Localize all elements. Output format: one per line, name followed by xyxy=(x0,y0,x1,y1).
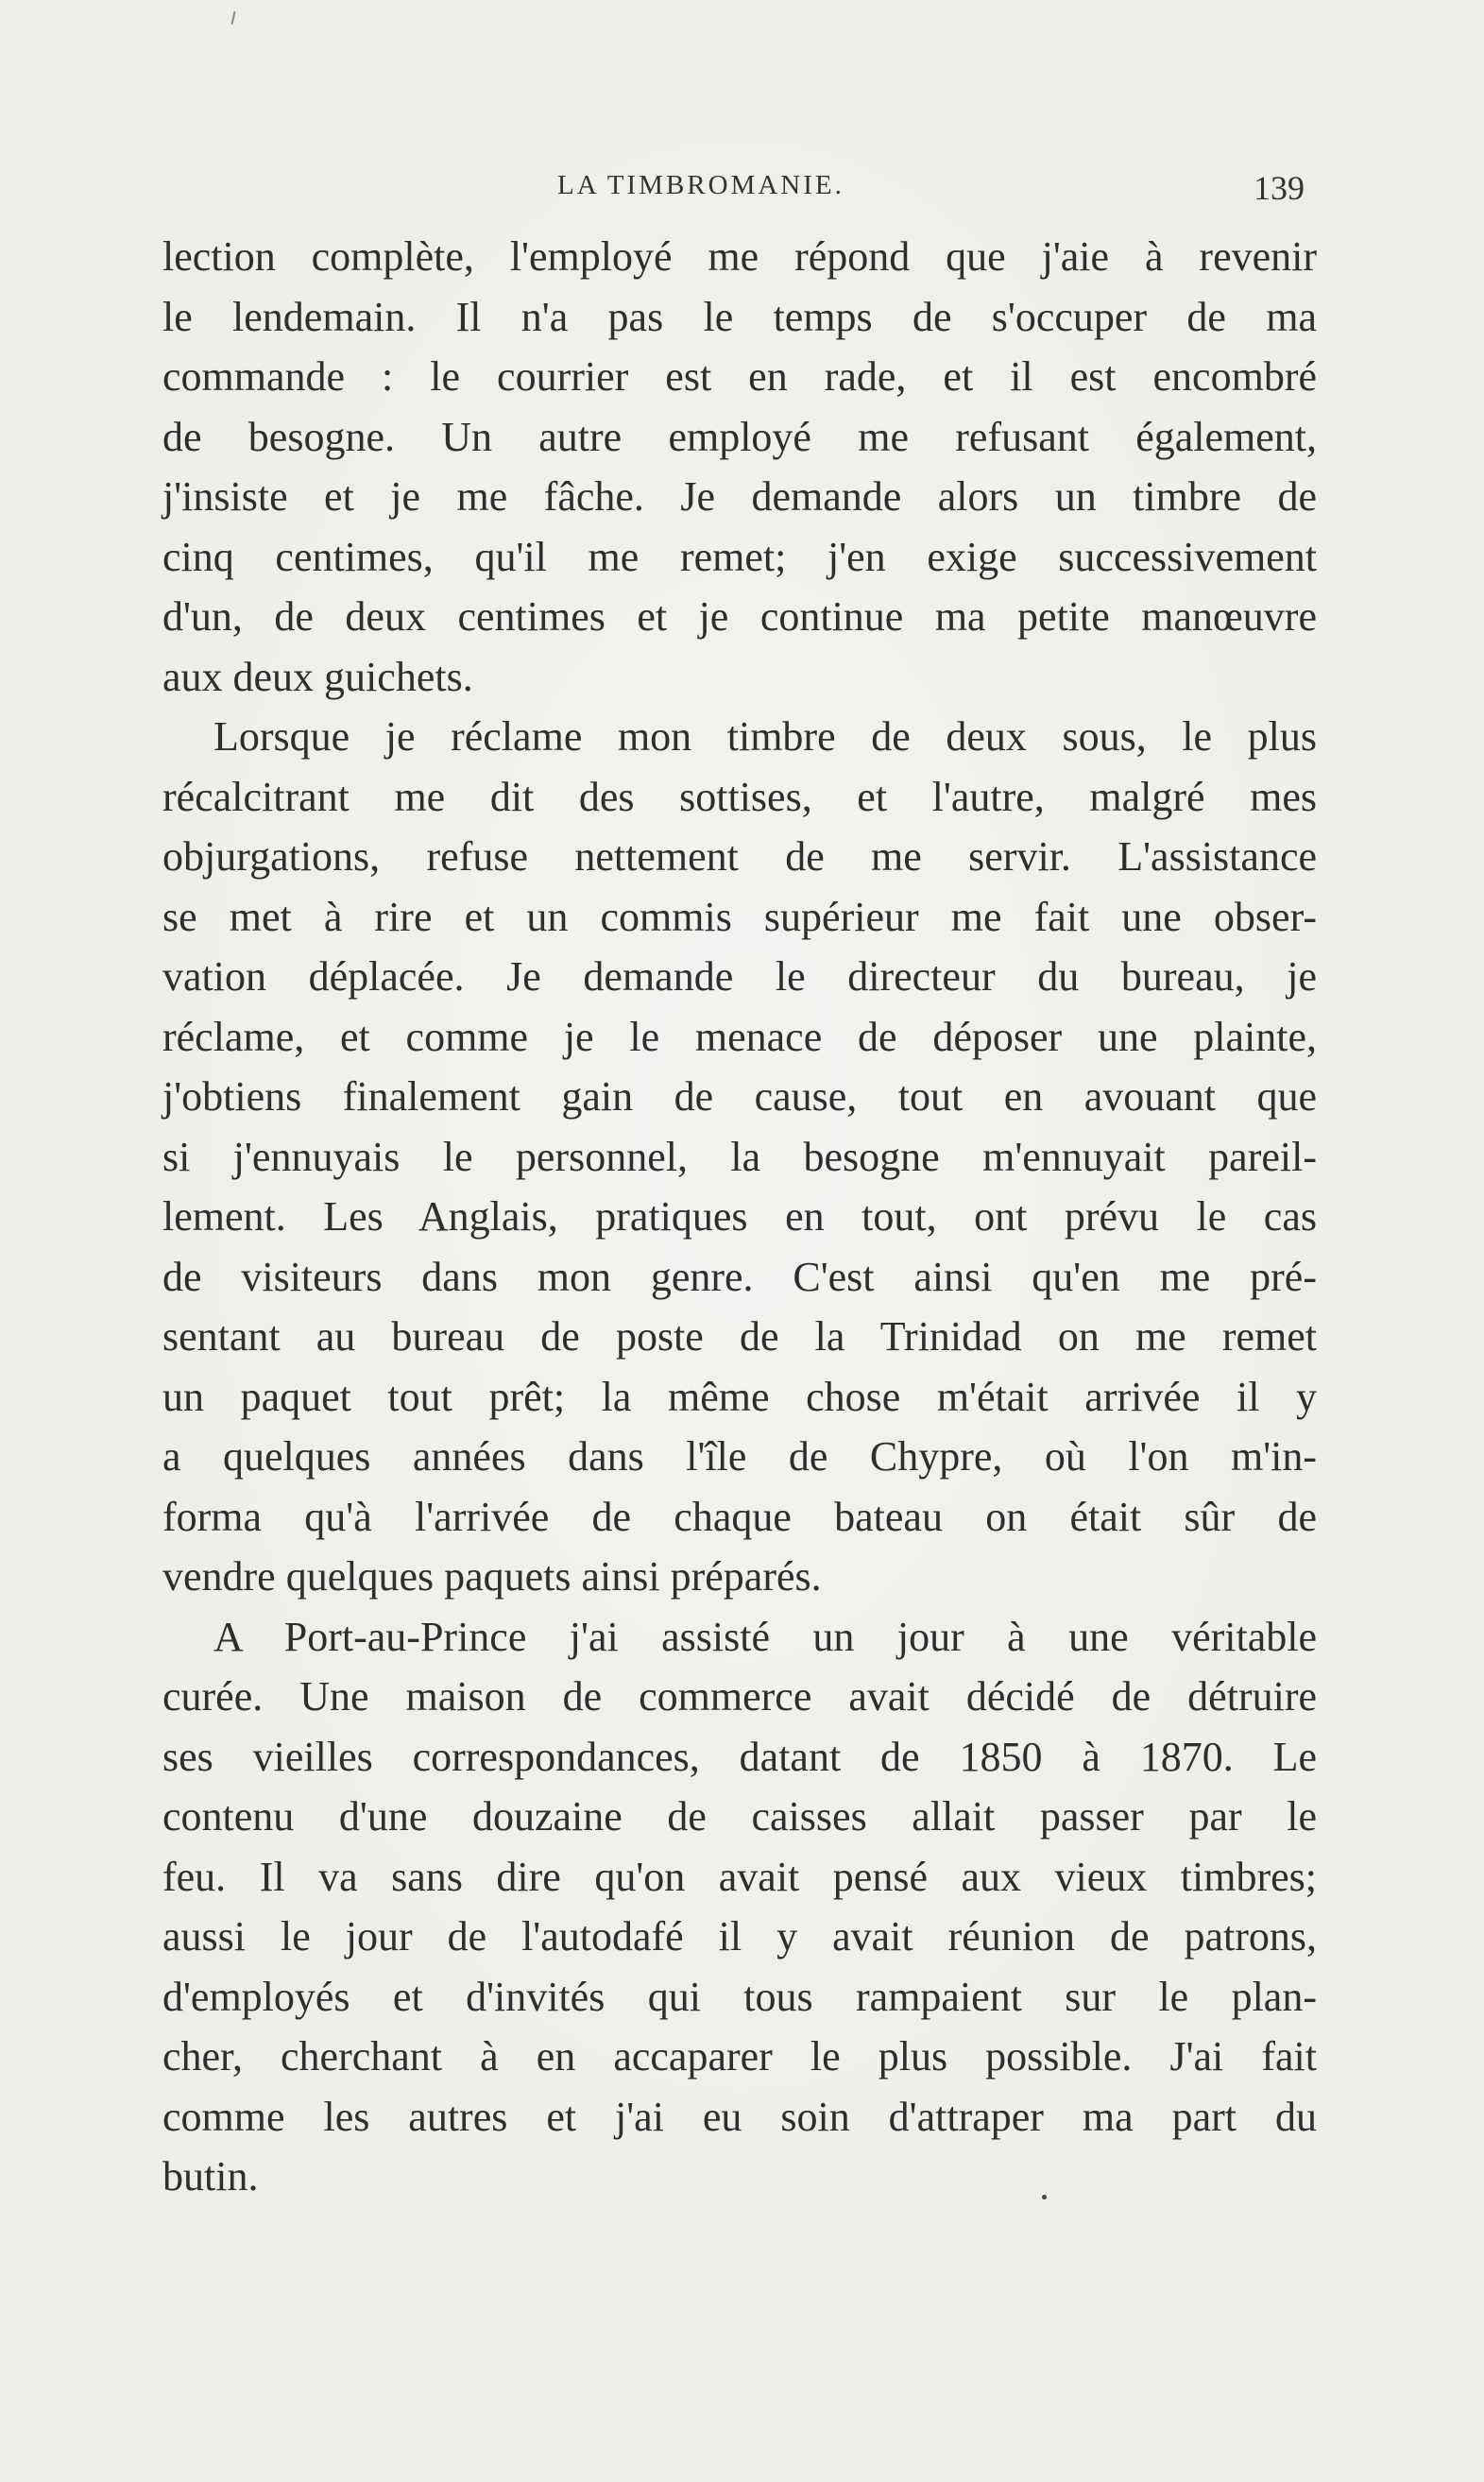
text-line: vendre quelques paquets ainsi préparés. xyxy=(162,1553,822,1600)
text-line: A Port-au-Prince j'ai assisté un jour à une véritable xyxy=(213,1613,1317,1660)
text-line: se met à rire et un commis supérieur me fait une obser- xyxy=(162,893,1317,940)
text-line: feu. Il va sans dire qu'on avait pensé aux vieux timbres; xyxy=(162,1853,1317,1900)
text-line: d'un, de deux centimes et je continue ma petite manœuvre xyxy=(162,593,1317,640)
text-line: lement. Les Anglais, pratiques en tout, ont prévu le cas xyxy=(162,1193,1317,1240)
text-line: objurgations, refuse nettement de me servir. L'assistance xyxy=(162,833,1317,880)
margin-mark xyxy=(231,11,236,25)
text-line: vation déplacée. Je demande le directeur du bureau, je xyxy=(162,953,1317,1000)
text-line: lection complète, l'employé me répond que j'aie à revenir xyxy=(162,233,1317,280)
text-line: aux deux guichets. xyxy=(162,653,473,700)
page-number: 139 xyxy=(1254,169,1305,207)
text-line: d'employés et d'invités qui tous rampaient sur le plan- xyxy=(162,1973,1317,2020)
text-line: cher, cherchant à en accaparer le plus possible. J'ai fait xyxy=(162,2033,1317,2080)
text-line: contenu d'une douzaine de caisses allait passer par le xyxy=(162,1793,1317,1840)
text-line: sentant au bureau de poste de la Trinidad on me remet xyxy=(162,1313,1317,1360)
text-line: butin. xyxy=(162,2153,259,2200)
text-line: forma qu'à l'arrivée de chaque bateau on était sûr de xyxy=(162,1493,1317,1540)
text-line: réclame, et comme je le menace de déposer une plainte, xyxy=(162,1013,1317,1060)
text-line: j'insiste et je me fâche. Je demande alors un timbre de xyxy=(162,473,1317,520)
text-line: commande : le courrier est en rade, et il est encombré xyxy=(162,353,1317,400)
text-line: comme les autres et j'ai eu soin d'attraper ma part du xyxy=(162,2093,1317,2140)
text-line: aussi le jour de l'autodafé il y avait réunion de patrons, xyxy=(162,1913,1317,1960)
text-line: a quelques années dans l'île de Chypre, où l'on m'in- xyxy=(162,1433,1317,1480)
text-line: un paquet tout prêt; la même chose m'était arrivée il y xyxy=(162,1373,1317,1420)
text-line: de visiteurs dans mon genre. C'est ainsi qu'en me pré- xyxy=(162,1253,1317,1300)
text-line: récalcitrant me dit des sottises, et l'autre, malgré mes xyxy=(162,773,1317,820)
text-line: j'obtiens finalement gain de cause, tout en avouant que xyxy=(162,1073,1317,1120)
text-line: ses vieilles correspondances, datant de 1850 à 1870. Le xyxy=(162,1733,1317,1780)
running-title: LA TIMBROMANIE. xyxy=(557,170,844,200)
ink-speck xyxy=(1042,2195,1047,2200)
text-line: curée. Une maison de commerce avait décidé de détruire xyxy=(162,1673,1317,1720)
body-text xyxy=(162,227,1317,2207)
text-line: le lendemain. Il n'a pas le temps de s'occuper de ma xyxy=(162,293,1317,340)
text-line: cinq centimes, qu'il me remet; j'en exige successivement xyxy=(162,533,1317,580)
text-line: si j'ennuyais le personnel, la besogne m'ennuyait pareil- xyxy=(162,1133,1317,1180)
running-head xyxy=(0,163,1484,210)
text-line: Lorsque je réclame mon timbre de deux sous, le plus xyxy=(213,713,1317,760)
text-line: de besogne. Un autre employé me refusant également, xyxy=(162,413,1317,460)
